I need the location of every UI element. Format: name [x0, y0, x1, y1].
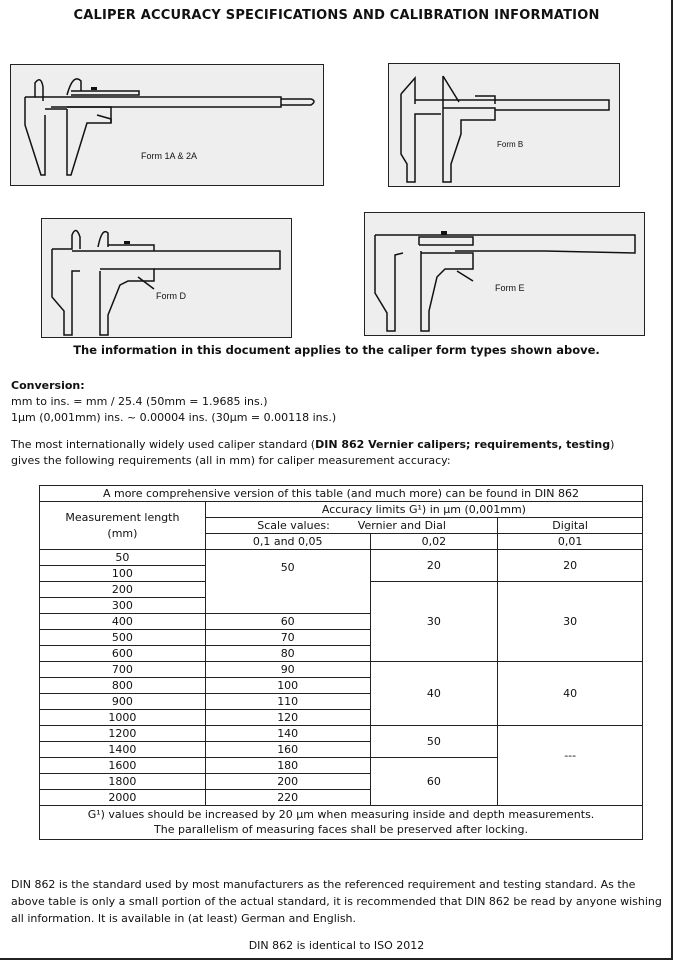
header-res-001: 0,01	[498, 534, 643, 550]
figure-form-e	[364, 212, 645, 336]
value-cell: 30	[370, 582, 498, 662]
length-cell: 700	[40, 662, 206, 678]
value-cell: 200	[205, 774, 370, 790]
value-cell: 40	[370, 662, 498, 726]
value-cell: 120	[205, 710, 370, 726]
figure-label: Form 1A & 2A	[141, 151, 198, 161]
length-cell: 400	[40, 614, 206, 630]
intro-paragraph	[11, 437, 671, 469]
header-vernier-dial	[205, 518, 497, 534]
figure-form-d	[41, 218, 292, 338]
length-cell: 1800	[40, 774, 206, 790]
caliper-form-d-icon	[42, 219, 293, 339]
table-banner: A more comprehensive version of this table (and much more) can be found in DIN 862	[40, 486, 643, 502]
conversion-heading: Conversion:	[11, 379, 85, 392]
length-cell: 1400	[40, 742, 206, 758]
document-title: CALIPER ACCURACY SPECIFICATIONS AND CALIBRATION INFORMATION	[73, 8, 600, 23]
length-cell: 200	[40, 582, 206, 598]
figure-label: Form E	[495, 283, 525, 293]
scale-values-label: Scale values:	[257, 519, 330, 532]
length-cell: 50	[40, 550, 206, 566]
value-cell: 80	[205, 646, 370, 662]
footer-paragraph: DIN 862 is the standard used by most manufacturers as the referenced requirement and testing standard. As the above table is only a small portion of the actual standard, it is recommended that DIN 862 be read by anyone wishing all information. It is available in (at least) German and English.	[11, 878, 662, 925]
header-res-002: 0,02	[370, 534, 498, 550]
value-cell: 70	[205, 630, 370, 646]
value-cell: 90	[205, 662, 370, 678]
intro-suffix: )	[610, 438, 615, 451]
intro-prefix: The most internationally widely used caliper standard (	[11, 438, 316, 451]
length-cell: 900	[40, 694, 206, 710]
value-cell: 30	[498, 582, 643, 662]
value-cell: 50	[370, 726, 498, 758]
length-cell: 600	[40, 646, 206, 662]
value-cell: ---	[498, 726, 643, 806]
length-cell: 1200	[40, 726, 206, 742]
value-cell: 60	[205, 614, 370, 630]
header-measurement-length: Measurement length (mm)	[40, 502, 206, 550]
standard-name: DIN 862 Vernier calipers; requirements, testing	[315, 438, 611, 451]
figure-label: Form B	[497, 140, 524, 149]
length-cell: 300	[40, 598, 206, 614]
figure-form-b	[388, 63, 620, 187]
value-cell: 20	[498, 550, 643, 582]
intro-line-2: gives the following requirements (all in mm) for caliper measurement accuracy:	[11, 454, 451, 467]
length-cell: 2000	[40, 790, 206, 806]
caliper-form-b-icon	[389, 64, 621, 188]
value-cell: 100	[205, 678, 370, 694]
conversion-line-1: mm to ins. = mm / 25.4 (50mm = 1.9685 ins.)	[11, 395, 268, 408]
table-row	[40, 662, 643, 678]
value-cell: 20	[370, 550, 498, 582]
note-inside-depth: G¹) values should be increased by 20 µm when measuring inside and depth measurements.	[87, 808, 595, 821]
value-cell: 160	[205, 742, 370, 758]
accuracy-table	[39, 485, 643, 840]
header-digital: Digital	[498, 518, 643, 534]
value-cell: 50	[205, 550, 370, 614]
header-res-01-005: 0,1 and 0,05	[205, 534, 370, 550]
length-cell: 800	[40, 678, 206, 694]
length-cell: 100	[40, 566, 206, 582]
value-cell: 60	[370, 758, 498, 806]
length-cell: 1600	[40, 758, 206, 774]
table-row	[40, 550, 643, 566]
value-cell: 180	[205, 758, 370, 774]
caliper-form-e-icon	[365, 213, 646, 337]
header-accuracy-limits: Accuracy limits G¹) in µm (0,001mm)	[205, 502, 642, 518]
conversion-line-2: 1µm (0,001mm) ins. ~ 0.00004 ins. (30µm = 0.00118 ins.)	[11, 411, 337, 424]
value-cell: 140	[205, 726, 370, 742]
vernier-dial-label: Vernier and Dial	[357, 519, 446, 532]
conversion-section	[11, 378, 336, 426]
figure-form-1a-2a	[10, 64, 324, 186]
value-cell: 110	[205, 694, 370, 710]
value-cell: 220	[205, 790, 370, 806]
caliper-form-1a-icon	[11, 65, 325, 187]
figure-label: Form D	[156, 291, 186, 301]
note-parallelism: The parallelism of measuring faces shall be preserved after locking.	[154, 823, 528, 836]
figure-caption: The information in this document applies to the caliper form types shown above.	[73, 343, 600, 357]
length-cell: 500	[40, 630, 206, 646]
value-cell: 40	[498, 662, 643, 726]
length-cell: 1000	[40, 710, 206, 726]
table-notes	[40, 806, 643, 840]
iso-statement: DIN 862 is identical to ISO 2012	[248, 939, 425, 952]
table-row	[40, 726, 643, 742]
